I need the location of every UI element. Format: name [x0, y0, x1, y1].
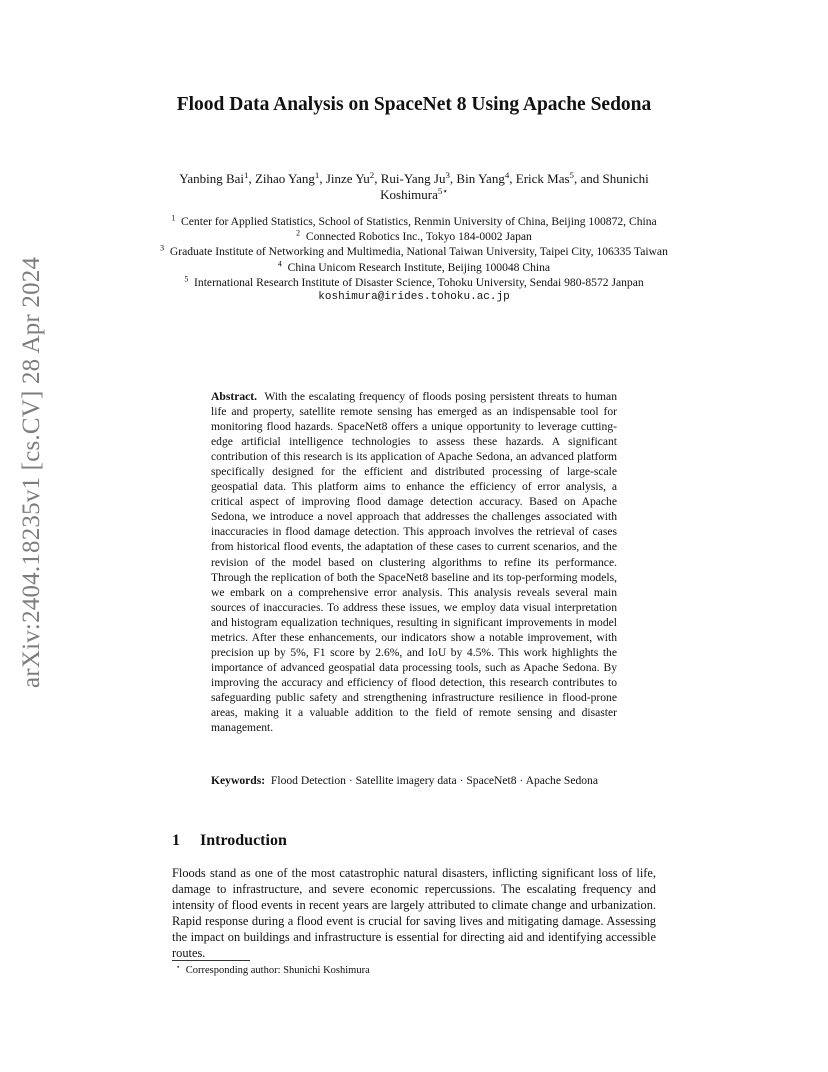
section-heading	[172, 831, 287, 851]
affiliation: $^3$ Graduate Institute of Networking and Multimedia, National Taiwan University, Taipei City, 106335 Taiwan	[160, 244, 668, 259]
footnote-rule	[172, 960, 250, 961]
section-title: Introduction	[200, 832, 287, 849]
affiliation: $^5$ International Research Institute of Disaster Science, Tohoku University, Sendai 980-8572 Janpan	[184, 274, 644, 289]
introduction-paragraph: Floods stand as one of the most catastrophic natural disasters, inflicting significant loss of life, damage to infrastructure, and severe economic repercussions. The escalating frequency and intensity of flood events in recent years are largely attributed to climate change and urbanization. Rapid response during a flood event is crucial for saving lives and mitigating damage. Assessing the impact on buildings and infrastructure is essential for directing aid and identifying accessible routes.	[172, 866, 656, 960]
footnote-mark: ⋆	[176, 963, 181, 972]
footnote-text: Corresponding author: Shunichi Koshimura	[185, 965, 370, 976]
affiliation: $^2$ Connected Robotics Inc., Tokyo 184-0002 Japan	[296, 228, 532, 244]
abstract	[211, 389, 617, 735]
affiliation: $^1$ Center for Applied Statistics, School of Statistics, Renmin University of China, Beijing 100872, China	[171, 213, 657, 228]
keywords	[211, 773, 617, 788]
affiliation-list	[160, 214, 668, 305]
author: and Shunichi Koshimura$^{5⋆}$	[380, 171, 649, 202]
section-number: 1	[172, 832, 180, 849]
author: Bin Yang$^4$,	[456, 170, 516, 186]
author: Rui-Yang Ju$^3$,	[380, 170, 457, 186]
footnote	[176, 964, 370, 977]
keywords-text: Flood Detection · Satellite imagery data · SpaceNet8 · Apache Sedona	[270, 774, 598, 787]
author: Zihao Yang$^1$,	[254, 170, 326, 186]
author: Erick Mas$^5$,	[515, 170, 581, 186]
affiliation: $^4$ China Unicom Research Institute, Beijing 100048 China	[277, 259, 551, 274]
abstract-label: Abstract.	[211, 390, 258, 403]
author-list	[160, 171, 668, 203]
author: Yanbing Bai$^1$,	[179, 170, 255, 186]
keywords-label: Keywords:	[211, 774, 266, 787]
author: Jinze Yu$^2$,	[325, 170, 381, 186]
corresponding-email[interactable]: koshimura@irides.tohoku.ac.jp	[318, 291, 510, 304]
abstract-text: With the escalating frequency of floods posing persistent threats to human life and property, satellite remote sensing has emerged as an indispensable tool for monitoring flood hazards. SpaceNet8 offers a unique opportunity to leverage cutting-edge artificial intelligence technologies to assess these hazards. A significant contribution of this research is its application of Apache Sedona, an advanced platform specifically designed for the efficient and distributed processing of large-scale geospatial data. This platform aims to enhance the efficiency of error analysis, a critical aspect of improving flood damage detection accuracy. Based on Apache Sedona, we introduce a novel approach that addresses the challenges associated with inaccuracies in flood damage detection. This approach involves the retrieval of cases from historical flood events, the adaptation of these cases to current scenarios, and the revision of the model based on clustering algorithms to refine its performance. Through the replication of both the SpaceNet8 baseline and its top-performing models, we embark on a comprehensive error analysis. This analysis reveals several main sources of inaccuracies. To address these issues, we employ data visual interpretation and histogram equalization techniques, resulting in significant improvements in model metrics. After these enhancements, our indicators show a notable improvement, with precision up by 5%, F1 score by 2.6%, and IoU by 4.5%. This work highlights the importance of advanced geospatial data processing tools, such as Apache Sedona. By improving the accuracy and efficiency of flood detection, this research contributes to safeguarding public safety and strengthening infrastructure resilience in flood-prone areas, making it a valuable addition to the field of remote sensing and disaster management.	[211, 390, 617, 735]
paper-title: Flood Data Analysis on SpaceNet 8 Using Apache Sedona	[176, 94, 652, 115]
arxiv-identifier-stamp: arXiv:2404.18235v1 [cs.CV] 28 Apr 2024	[18, 256, 45, 688]
